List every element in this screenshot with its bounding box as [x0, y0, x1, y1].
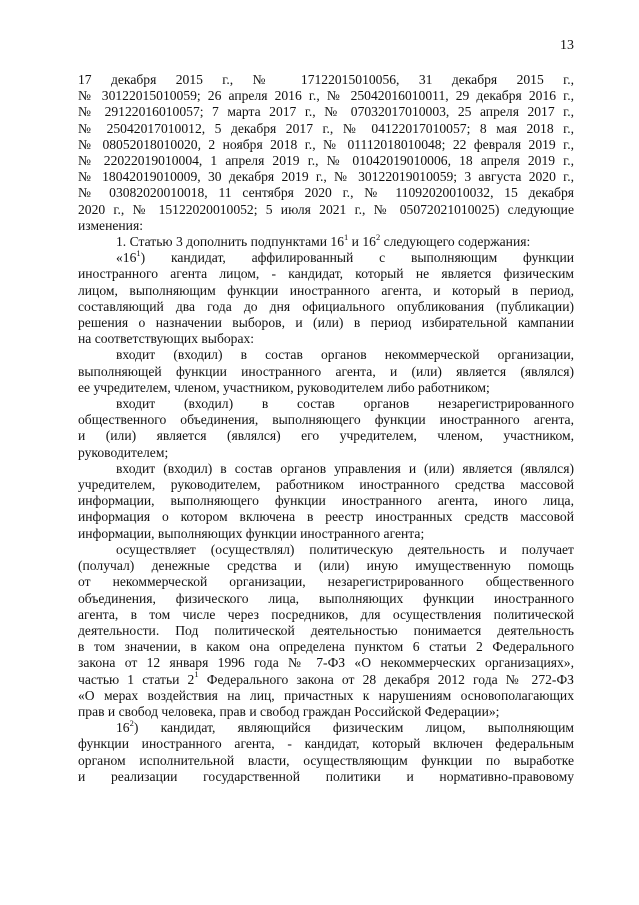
text-line: учредителем, руководителем, работником иностранного средства массовой: [78, 477, 574, 493]
text-line: 1. Статью 3 дополнить подпунктами $16^1$ и $16^2$ следующего содержания:: [116, 231, 531, 250]
text-line: в том значении, в каком она определена пунктом 6 статьи 2 Федерального: [78, 639, 574, 655]
text-line: прав и свобод человека, прав и свобод граждан Российской Федерации»;: [78, 703, 500, 719]
text-line: объединения, физического лица, выполняющих функции иностранного: [78, 590, 574, 606]
text-line: закона от 12 января 1996 года № 7-ФЗ «О некоммерческих организациях»,: [78, 655, 574, 671]
text-line: входит (входил) в состав органов управления и (или) является (являлся): [116, 460, 574, 476]
text-line: информация о котором включена в реестр иностранных средств массовой: [78, 509, 574, 525]
text-line: № 18042019010009, 30 декабря 2019 г., № 30122019010059; 3 августа 2020 г.,: [78, 169, 574, 185]
text-line: входит (входил) в состав органов незарегистрированного: [116, 396, 574, 412]
document-body: [78, 72, 574, 785]
text-line: «$16^1$) кандидат, аффилированный с выполняющим функции: [116, 247, 574, 266]
text-line: № 29122016010057; 7 марта 2017 г., № 07032017010003, 25 апреля 2017 г.,: [78, 104, 574, 120]
text-line: изменения:: [78, 217, 143, 233]
text-line: № 30122015010059; 26 апреля 2016 г., № 25042016010011, 29 декабря 2016 г.,: [78, 88, 574, 104]
text-line: ее учредителем, членом, участником, руководителем либо работником;: [78, 379, 490, 395]
text-line: 17 декабря 2015 г., № 17122015010056, 31 декабря 2015 г.,: [78, 72, 574, 87]
text-line: составляющий два года до дня официального опубликования (публикации): [78, 298, 574, 314]
text-line: функции иностранного агента, - кандидат, который включен федеральным: [78, 736, 574, 752]
text-line: решения о назначении выборов, и (или) в период избирательной кампании: [78, 315, 574, 331]
text-line: 2020 г., № 15122020010052; 5 июля 2021 г., № 05072021010025) следующие: [78, 201, 574, 217]
text-line: иностранного агента лицом, - кандидат, который не является физическим: [78, 266, 574, 282]
text-line: входит (входил) в состав органов некоммерческой организации,: [116, 347, 574, 363]
text-line: частью 1 статьи $2^1$ Федерального закона от 28 декабря 2012 года № 272-ФЗ: [78, 668, 574, 687]
text-line: руководителем;: [78, 444, 169, 460]
text-line: (получал) денежные средства и (или) иную имущественную помощь: [78, 558, 574, 574]
text-line: от некоммерческой организации, незарегистрированного общественного: [78, 574, 574, 590]
text-line: деятельности. Под политической деятельностью понимается деятельность: [78, 622, 574, 638]
text-line: и реализации государственной политики и нормативно-правовому: [78, 768, 574, 784]
text-line: информации, выполняющих функции иностранного агента;: [78, 525, 425, 541]
page-number: 13: [560, 38, 574, 53]
text-line: № 25042017010012, 5 декабря 2017 г., № 04122017010057; 8 мая 2018 г.,: [78, 120, 574, 136]
text-line: № 22022019010004, 1 апреля 2019 г., № 01042019010006, 18 апреля 2019 г.,: [78, 153, 574, 169]
text-line: информации, выполняющего функции иностранного агента, иного лица,: [78, 493, 574, 509]
text-line: органом исполнительной власти, осуществляющим функции по выработке: [78, 752, 574, 768]
text-line: осуществляет (осуществлял) политическую деятельность и получает: [116, 541, 574, 557]
text-line: № 03082020010018, 11 сентября 2020 г., № 11092020010032, 15 декабря: [78, 185, 574, 201]
text-line: № 08052018010020, 2 ноября 2018 г., № 01112018010048; 22 февраля 2019 г.,: [78, 136, 574, 152]
text-line: «О мерах воздействия на лиц, причастных к нарушениям основополагающих: [78, 687, 574, 703]
text-line: $16^2$) кандидат, являющийся физическим лицом, выполняющим: [116, 717, 574, 736]
text-line: и (или) является (являлся) его учредителем, членом, участником,: [78, 428, 574, 444]
text-line: на соответствующих выборах:: [78, 331, 255, 347]
text-line: выполняющей функции иностранного агента, и (или) является (являлся): [78, 363, 574, 379]
text-line: агента, в том числе через посредников, для осуществления политической: [78, 606, 574, 622]
text-line: лицом, выполняющим функции иностранного агента, и который в период,: [78, 282, 574, 298]
text-line: общественного объединения, выполняющего функции иностранного агента,: [78, 412, 574, 428]
